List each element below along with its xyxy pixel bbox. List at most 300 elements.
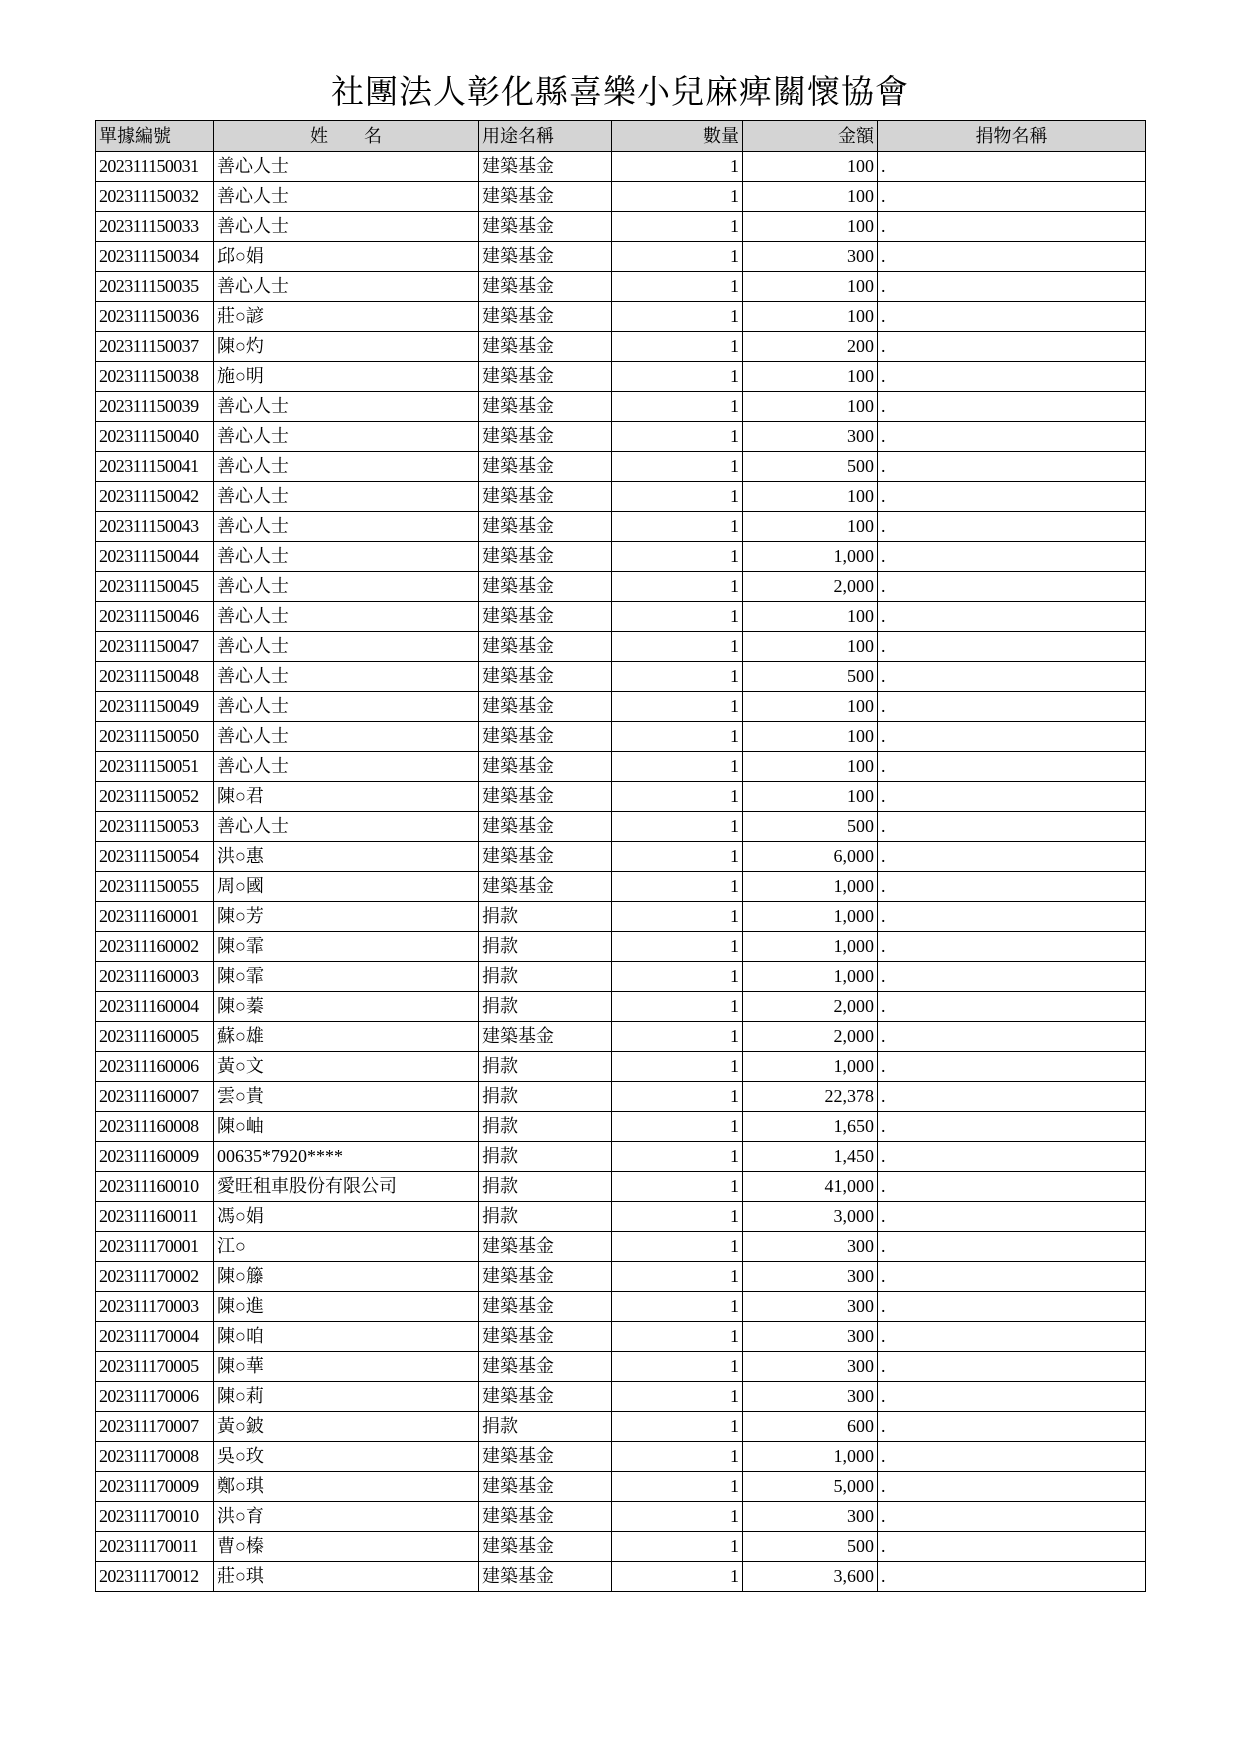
receipt-number-cell: 202311150047 bbox=[96, 632, 214, 662]
receipt-number-cell: 202311160007 bbox=[96, 1082, 214, 1112]
receipt-number-cell: 202311150040 bbox=[96, 422, 214, 452]
donor-name-cell: 陳○灼 bbox=[214, 332, 479, 362]
amount-cell: 300 bbox=[743, 1232, 878, 1262]
receipt-number-cell: 202311170004 bbox=[96, 1322, 214, 1352]
donated-item-cell: . bbox=[878, 302, 1146, 332]
donor-name-cell: 善心人士 bbox=[214, 662, 479, 692]
receipt-number-cell: 202311160004 bbox=[96, 992, 214, 1022]
purpose-cell: 建築基金 bbox=[479, 212, 612, 242]
quantity-cell: 1 bbox=[612, 1562, 743, 1592]
donated-item-cell: . bbox=[878, 332, 1146, 362]
donor-name-cell: 江○ bbox=[214, 1232, 479, 1262]
purpose-cell: 建築基金 bbox=[479, 602, 612, 632]
amount-cell: 3,600 bbox=[743, 1562, 878, 1592]
donated-item-cell: . bbox=[878, 1412, 1146, 1442]
amount-cell: 100 bbox=[743, 212, 878, 242]
donor-name-cell: 鄭○琪 bbox=[214, 1472, 479, 1502]
amount-cell: 1,000 bbox=[743, 1442, 878, 1472]
table-row bbox=[96, 512, 1146, 542]
purpose-cell: 捐款 bbox=[479, 1412, 612, 1442]
quantity-cell: 1 bbox=[612, 512, 743, 542]
table-row bbox=[96, 1382, 1146, 1412]
table-row bbox=[96, 812, 1146, 842]
receipt-number-cell: 202311150050 bbox=[96, 722, 214, 752]
table-row bbox=[96, 1412, 1146, 1442]
receipt-number-cell: 202311160001 bbox=[96, 902, 214, 932]
purpose-cell: 建築基金 bbox=[479, 782, 612, 812]
table-row bbox=[96, 1502, 1146, 1532]
table-row bbox=[96, 542, 1146, 572]
donated-item-cell: . bbox=[878, 812, 1146, 842]
receipt-number-cell: 202311150032 bbox=[96, 182, 214, 212]
donated-item-cell: . bbox=[878, 182, 1146, 212]
table-row bbox=[96, 1292, 1146, 1322]
purpose-cell: 捐款 bbox=[479, 1172, 612, 1202]
amount-cell: 1,450 bbox=[743, 1142, 878, 1172]
donated-item-cell: . bbox=[878, 1142, 1146, 1172]
receipt-number-cell: 202311170011 bbox=[96, 1532, 214, 1562]
amount-cell: 1,000 bbox=[743, 542, 878, 572]
quantity-cell: 1 bbox=[612, 692, 743, 722]
receipt-number-cell: 202311160009 bbox=[96, 1142, 214, 1172]
quantity-cell: 1 bbox=[612, 572, 743, 602]
quantity-cell: 1 bbox=[612, 302, 743, 332]
donor-name-cell: 周○國 bbox=[214, 872, 479, 902]
donated-item-cell: . bbox=[878, 1322, 1146, 1352]
amount-cell: 2,000 bbox=[743, 992, 878, 1022]
table-body bbox=[96, 152, 1146, 1592]
quantity-cell: 1 bbox=[612, 902, 743, 932]
quantity-cell: 1 bbox=[612, 542, 743, 572]
table-row bbox=[96, 842, 1146, 872]
donor-name-cell: 莊○琪 bbox=[214, 1562, 479, 1592]
purpose-cell: 建築基金 bbox=[479, 452, 612, 482]
purpose-cell: 捐款 bbox=[479, 1052, 612, 1082]
donated-item-cell: . bbox=[878, 632, 1146, 662]
receipt-number-cell: 202311150042 bbox=[96, 482, 214, 512]
donated-item-cell: . bbox=[878, 1022, 1146, 1052]
donor-name-cell: 陳○進 bbox=[214, 1292, 479, 1322]
amount-cell: 1,000 bbox=[743, 1052, 878, 1082]
receipt-number-cell: 202311170001 bbox=[96, 1232, 214, 1262]
purpose-cell: 捐款 bbox=[479, 962, 612, 992]
donated-item-cell: . bbox=[878, 392, 1146, 422]
purpose-cell: 捐款 bbox=[479, 1082, 612, 1112]
donor-name-cell: 善心人士 bbox=[214, 722, 479, 752]
donated-item-cell: . bbox=[878, 1502, 1146, 1532]
amount-cell: 500 bbox=[743, 662, 878, 692]
table-row bbox=[96, 1142, 1146, 1172]
donated-item-cell: . bbox=[878, 542, 1146, 572]
donor-name-cell: 陳○籐 bbox=[214, 1262, 479, 1292]
quantity-cell: 1 bbox=[612, 1232, 743, 1262]
quantity-cell: 1 bbox=[612, 1142, 743, 1172]
purpose-cell: 建築基金 bbox=[479, 1472, 612, 1502]
purpose-cell: 建築基金 bbox=[479, 272, 612, 302]
receipt-number-cell: 202311160010 bbox=[96, 1172, 214, 1202]
donated-item-cell: . bbox=[878, 212, 1146, 242]
table-row bbox=[96, 242, 1146, 272]
amount-cell: 6,000 bbox=[743, 842, 878, 872]
purpose-cell: 建築基金 bbox=[479, 812, 612, 842]
table-row bbox=[96, 362, 1146, 392]
quantity-cell: 1 bbox=[612, 1172, 743, 1202]
receipt-number-cell: 202311150048 bbox=[96, 662, 214, 692]
receipt-number-cell: 202311170002 bbox=[96, 1262, 214, 1292]
donor-name-cell: 00635*7920**** bbox=[214, 1142, 479, 1172]
quantity-cell: 1 bbox=[612, 1112, 743, 1142]
header-purpose: 用途名稱 bbox=[479, 121, 612, 152]
quantity-cell: 1 bbox=[612, 1262, 743, 1292]
quantity-cell: 1 bbox=[612, 1022, 743, 1052]
amount-cell: 2,000 bbox=[743, 572, 878, 602]
donated-item-cell: . bbox=[878, 152, 1146, 182]
table-row bbox=[96, 872, 1146, 902]
receipt-number-cell: 202311170009 bbox=[96, 1472, 214, 1502]
donor-name-cell: 善心人士 bbox=[214, 212, 479, 242]
table-row bbox=[96, 1562, 1146, 1592]
table-row bbox=[96, 332, 1146, 362]
donor-name-cell: 善心人士 bbox=[214, 812, 479, 842]
table-row bbox=[96, 932, 1146, 962]
quantity-cell: 1 bbox=[612, 1442, 743, 1472]
amount-cell: 300 bbox=[743, 1382, 878, 1412]
quantity-cell: 1 bbox=[612, 872, 743, 902]
table-row bbox=[96, 452, 1146, 482]
receipt-number-cell: 202311170003 bbox=[96, 1292, 214, 1322]
donor-name-cell: 陳○岫 bbox=[214, 1112, 479, 1142]
donated-item-cell: . bbox=[878, 362, 1146, 392]
donor-name-cell: 善心人士 bbox=[214, 272, 479, 302]
amount-cell: 300 bbox=[743, 242, 878, 272]
quantity-cell: 1 bbox=[612, 932, 743, 962]
purpose-cell: 建築基金 bbox=[479, 1532, 612, 1562]
purpose-cell: 建築基金 bbox=[479, 512, 612, 542]
amount-cell: 300 bbox=[743, 1352, 878, 1382]
donated-item-cell: . bbox=[878, 1382, 1146, 1412]
amount-cell: 1,650 bbox=[743, 1112, 878, 1142]
donated-item-cell: . bbox=[878, 1172, 1146, 1202]
amount-cell: 1,000 bbox=[743, 872, 878, 902]
table-row bbox=[96, 722, 1146, 752]
receipt-number-cell: 202311170006 bbox=[96, 1382, 214, 1412]
receipt-number-cell: 202311150034 bbox=[96, 242, 214, 272]
amount-cell: 300 bbox=[743, 1292, 878, 1322]
amount-cell: 22,378 bbox=[743, 1082, 878, 1112]
receipt-number-cell: 202311150043 bbox=[96, 512, 214, 542]
donation-table bbox=[95, 120, 1146, 1592]
table-row bbox=[96, 662, 1146, 692]
purpose-cell: 建築基金 bbox=[479, 1232, 612, 1262]
amount-cell: 600 bbox=[743, 1412, 878, 1442]
donated-item-cell: . bbox=[878, 572, 1146, 602]
purpose-cell: 捐款 bbox=[479, 932, 612, 962]
table-row bbox=[96, 1052, 1146, 1082]
donated-item-cell: . bbox=[878, 1442, 1146, 1472]
receipt-number-cell: 202311150031 bbox=[96, 152, 214, 182]
receipt-number-cell: 202311150045 bbox=[96, 572, 214, 602]
donor-name-cell: 黃○鈹 bbox=[214, 1412, 479, 1442]
amount-cell: 300 bbox=[743, 1322, 878, 1352]
table-row bbox=[96, 182, 1146, 212]
quantity-cell: 1 bbox=[612, 182, 743, 212]
receipt-number-cell: 202311160006 bbox=[96, 1052, 214, 1082]
purpose-cell: 建築基金 bbox=[479, 182, 612, 212]
donated-item-cell: . bbox=[878, 1262, 1146, 1292]
quantity-cell: 1 bbox=[612, 212, 743, 242]
purpose-cell: 建築基金 bbox=[479, 872, 612, 902]
donor-name-cell: 陳○蓁 bbox=[214, 992, 479, 1022]
donor-name-cell: 善心人士 bbox=[214, 182, 479, 212]
donor-name-cell: 莊○諺 bbox=[214, 302, 479, 332]
receipt-number-cell: 202311150055 bbox=[96, 872, 214, 902]
donor-name-cell: 善心人士 bbox=[214, 392, 479, 422]
purpose-cell: 建築基金 bbox=[479, 542, 612, 572]
donor-name-cell: 善心人士 bbox=[214, 602, 479, 632]
donor-name-cell: 善心人士 bbox=[214, 482, 479, 512]
header-name: 姓 名 bbox=[214, 121, 479, 152]
donor-name-cell: 善心人士 bbox=[214, 452, 479, 482]
purpose-cell: 建築基金 bbox=[479, 362, 612, 392]
quantity-cell: 1 bbox=[612, 332, 743, 362]
donor-name-cell: 陳○霏 bbox=[214, 932, 479, 962]
donated-item-cell: . bbox=[878, 482, 1146, 512]
purpose-cell: 建築基金 bbox=[479, 692, 612, 722]
donated-item-cell: . bbox=[878, 662, 1146, 692]
table-row bbox=[96, 1202, 1146, 1232]
donated-item-cell: . bbox=[878, 722, 1146, 752]
donor-name-cell: 善心人士 bbox=[214, 632, 479, 662]
purpose-cell: 建築基金 bbox=[479, 1322, 612, 1352]
donated-item-cell: . bbox=[878, 242, 1146, 272]
purpose-cell: 捐款 bbox=[479, 902, 612, 932]
page-title: 社團法人彰化縣喜樂小兒麻痺關懷協會 bbox=[331, 72, 909, 111]
amount-cell: 100 bbox=[743, 632, 878, 662]
quantity-cell: 1 bbox=[612, 752, 743, 782]
amount-cell: 500 bbox=[743, 812, 878, 842]
amount-cell: 41,000 bbox=[743, 1172, 878, 1202]
quantity-cell: 1 bbox=[612, 362, 743, 392]
donor-name-cell: 曹○榛 bbox=[214, 1532, 479, 1562]
purpose-cell: 捐款 bbox=[479, 1202, 612, 1232]
donor-name-cell: 黃○文 bbox=[214, 1052, 479, 1082]
donor-name-cell: 雲○貴 bbox=[214, 1082, 479, 1112]
quantity-cell: 1 bbox=[612, 812, 743, 842]
donor-name-cell: 陳○咱 bbox=[214, 1322, 479, 1352]
donor-name-cell: 善心人士 bbox=[214, 572, 479, 602]
donated-item-cell: . bbox=[878, 962, 1146, 992]
amount-cell: 300 bbox=[743, 422, 878, 452]
table-row bbox=[96, 1352, 1146, 1382]
purpose-cell: 建築基金 bbox=[479, 752, 612, 782]
receipt-number-cell: 202311150035 bbox=[96, 272, 214, 302]
donor-name-cell: 洪○惠 bbox=[214, 842, 479, 872]
donor-name-cell: 邱○娟 bbox=[214, 242, 479, 272]
table-row bbox=[96, 302, 1146, 332]
receipt-number-cell: 202311150044 bbox=[96, 542, 214, 572]
table-row bbox=[96, 782, 1146, 812]
donor-name-cell: 愛旺租車股份有限公司 bbox=[214, 1172, 479, 1202]
amount-cell: 100 bbox=[743, 512, 878, 542]
donor-name-cell: 善心人士 bbox=[214, 422, 479, 452]
amount-cell: 1,000 bbox=[743, 902, 878, 932]
receipt-number-cell: 202311150046 bbox=[96, 602, 214, 632]
donated-item-cell: . bbox=[878, 1562, 1146, 1592]
donated-item-cell: . bbox=[878, 1352, 1146, 1382]
donor-name-cell: 善心人士 bbox=[214, 512, 479, 542]
table-row bbox=[96, 1442, 1146, 1472]
quantity-cell: 1 bbox=[612, 152, 743, 182]
amount-cell: 2,000 bbox=[743, 1022, 878, 1052]
quantity-cell: 1 bbox=[612, 1052, 743, 1082]
donated-item-cell: . bbox=[878, 932, 1146, 962]
purpose-cell: 捐款 bbox=[479, 1112, 612, 1142]
quantity-cell: 1 bbox=[612, 1412, 743, 1442]
donated-item-cell: . bbox=[878, 1082, 1146, 1112]
receipt-number-cell: 202311160003 bbox=[96, 962, 214, 992]
table-row bbox=[96, 1532, 1146, 1562]
amount-cell: 100 bbox=[743, 392, 878, 422]
quantity-cell: 1 bbox=[612, 242, 743, 272]
purpose-cell: 建築基金 bbox=[479, 422, 612, 452]
amount-cell: 5,000 bbox=[743, 1472, 878, 1502]
purpose-cell: 建築基金 bbox=[479, 1262, 612, 1292]
donated-item-cell: . bbox=[878, 1202, 1146, 1232]
donor-name-cell: 善心人士 bbox=[214, 752, 479, 782]
amount-cell: 100 bbox=[743, 182, 878, 212]
quantity-cell: 1 bbox=[612, 1382, 743, 1412]
purpose-cell: 建築基金 bbox=[479, 482, 612, 512]
receipt-number-cell: 202311150054 bbox=[96, 842, 214, 872]
amount-cell: 500 bbox=[743, 1532, 878, 1562]
purpose-cell: 建築基金 bbox=[479, 1352, 612, 1382]
receipt-number-cell: 202311170012 bbox=[96, 1562, 214, 1592]
donor-name-cell: 洪○育 bbox=[214, 1502, 479, 1532]
quantity-cell: 1 bbox=[612, 1502, 743, 1532]
donated-item-cell: . bbox=[878, 452, 1146, 482]
table-row bbox=[96, 272, 1146, 302]
quantity-cell: 1 bbox=[612, 722, 743, 752]
donated-item-cell: . bbox=[878, 752, 1146, 782]
table-row bbox=[96, 1022, 1146, 1052]
purpose-cell: 建築基金 bbox=[479, 302, 612, 332]
purpose-cell: 建築基金 bbox=[479, 152, 612, 182]
purpose-cell: 建築基金 bbox=[479, 722, 612, 752]
amount-cell: 100 bbox=[743, 752, 878, 782]
table-row bbox=[96, 1232, 1146, 1262]
purpose-cell: 建築基金 bbox=[479, 1292, 612, 1322]
quantity-cell: 1 bbox=[612, 602, 743, 632]
quantity-cell: 1 bbox=[612, 1352, 743, 1382]
receipt-number-cell: 202311170010 bbox=[96, 1502, 214, 1532]
amount-cell: 100 bbox=[743, 782, 878, 812]
receipt-number-cell: 202311170008 bbox=[96, 1442, 214, 1472]
donor-name-cell: 善心人士 bbox=[214, 692, 479, 722]
donor-name-cell: 陳○君 bbox=[214, 782, 479, 812]
receipt-number-cell: 202311170005 bbox=[96, 1352, 214, 1382]
purpose-cell: 建築基金 bbox=[479, 662, 612, 692]
receipt-number-cell: 202311150052 bbox=[96, 782, 214, 812]
header-donated-item: 捐物名稱 bbox=[878, 121, 1146, 152]
header-receipt-number: 單據編號 bbox=[96, 121, 214, 152]
donated-item-cell: . bbox=[878, 1292, 1146, 1322]
purpose-cell: 建築基金 bbox=[479, 1502, 612, 1532]
table-row bbox=[96, 572, 1146, 602]
donor-name-cell: 陳○霏 bbox=[214, 962, 479, 992]
table-row bbox=[96, 692, 1146, 722]
donated-item-cell: . bbox=[878, 842, 1146, 872]
quantity-cell: 1 bbox=[612, 842, 743, 872]
table-row bbox=[96, 152, 1146, 182]
table-row bbox=[96, 392, 1146, 422]
purpose-cell: 建築基金 bbox=[479, 1442, 612, 1472]
header-quantity: 數量 bbox=[612, 121, 743, 152]
table-row bbox=[96, 962, 1146, 992]
donated-item-cell: . bbox=[878, 1052, 1146, 1082]
donated-item-cell: . bbox=[878, 782, 1146, 812]
purpose-cell: 建築基金 bbox=[479, 572, 612, 602]
purpose-cell: 建築基金 bbox=[479, 242, 612, 272]
table-row bbox=[96, 602, 1146, 632]
donor-name-cell: 善心人士 bbox=[214, 152, 479, 182]
receipt-number-cell: 202311150053 bbox=[96, 812, 214, 842]
receipt-number-cell: 202311160011 bbox=[96, 1202, 214, 1232]
amount-cell: 1,000 bbox=[743, 962, 878, 992]
purpose-cell: 建築基金 bbox=[479, 332, 612, 362]
quantity-cell: 1 bbox=[612, 1292, 743, 1322]
table-row bbox=[96, 1112, 1146, 1142]
purpose-cell: 建築基金 bbox=[479, 1562, 612, 1592]
table-row bbox=[96, 992, 1146, 1022]
amount-cell: 300 bbox=[743, 1262, 878, 1292]
quantity-cell: 1 bbox=[612, 482, 743, 512]
donated-item-cell: . bbox=[878, 1472, 1146, 1502]
donor-name-cell: 蘇○雄 bbox=[214, 1022, 479, 1052]
amount-cell: 1,000 bbox=[743, 932, 878, 962]
table-header bbox=[96, 121, 1146, 152]
quantity-cell: 1 bbox=[612, 1202, 743, 1232]
table-row bbox=[96, 902, 1146, 932]
receipt-number-cell: 202311150036 bbox=[96, 302, 214, 332]
donated-item-cell: . bbox=[878, 1232, 1146, 1262]
quantity-cell: 1 bbox=[612, 422, 743, 452]
quantity-cell: 1 bbox=[612, 992, 743, 1022]
table-row bbox=[96, 1472, 1146, 1502]
quantity-cell: 1 bbox=[612, 1472, 743, 1502]
donated-item-cell: . bbox=[878, 512, 1146, 542]
receipt-number-cell: 202311160005 bbox=[96, 1022, 214, 1052]
receipt-number-cell: 202311150037 bbox=[96, 332, 214, 362]
purpose-cell: 建築基金 bbox=[479, 1382, 612, 1412]
quantity-cell: 1 bbox=[612, 1082, 743, 1112]
quantity-cell: 1 bbox=[612, 662, 743, 692]
donated-item-cell: . bbox=[878, 872, 1146, 902]
table-row bbox=[96, 212, 1146, 242]
receipt-number-cell: 202311170007 bbox=[96, 1412, 214, 1442]
purpose-cell: 建築基金 bbox=[479, 842, 612, 872]
purpose-cell: 捐款 bbox=[479, 992, 612, 1022]
quantity-cell: 1 bbox=[612, 452, 743, 482]
table-row bbox=[96, 1082, 1146, 1112]
table-row bbox=[96, 1322, 1146, 1352]
table-row bbox=[96, 1262, 1146, 1292]
table-row bbox=[96, 1172, 1146, 1202]
donor-name-cell: 陳○芳 bbox=[214, 902, 479, 932]
amount-cell: 100 bbox=[743, 722, 878, 752]
donated-item-cell: . bbox=[878, 692, 1146, 722]
amount-cell: 200 bbox=[743, 332, 878, 362]
donated-item-cell: . bbox=[878, 602, 1146, 632]
